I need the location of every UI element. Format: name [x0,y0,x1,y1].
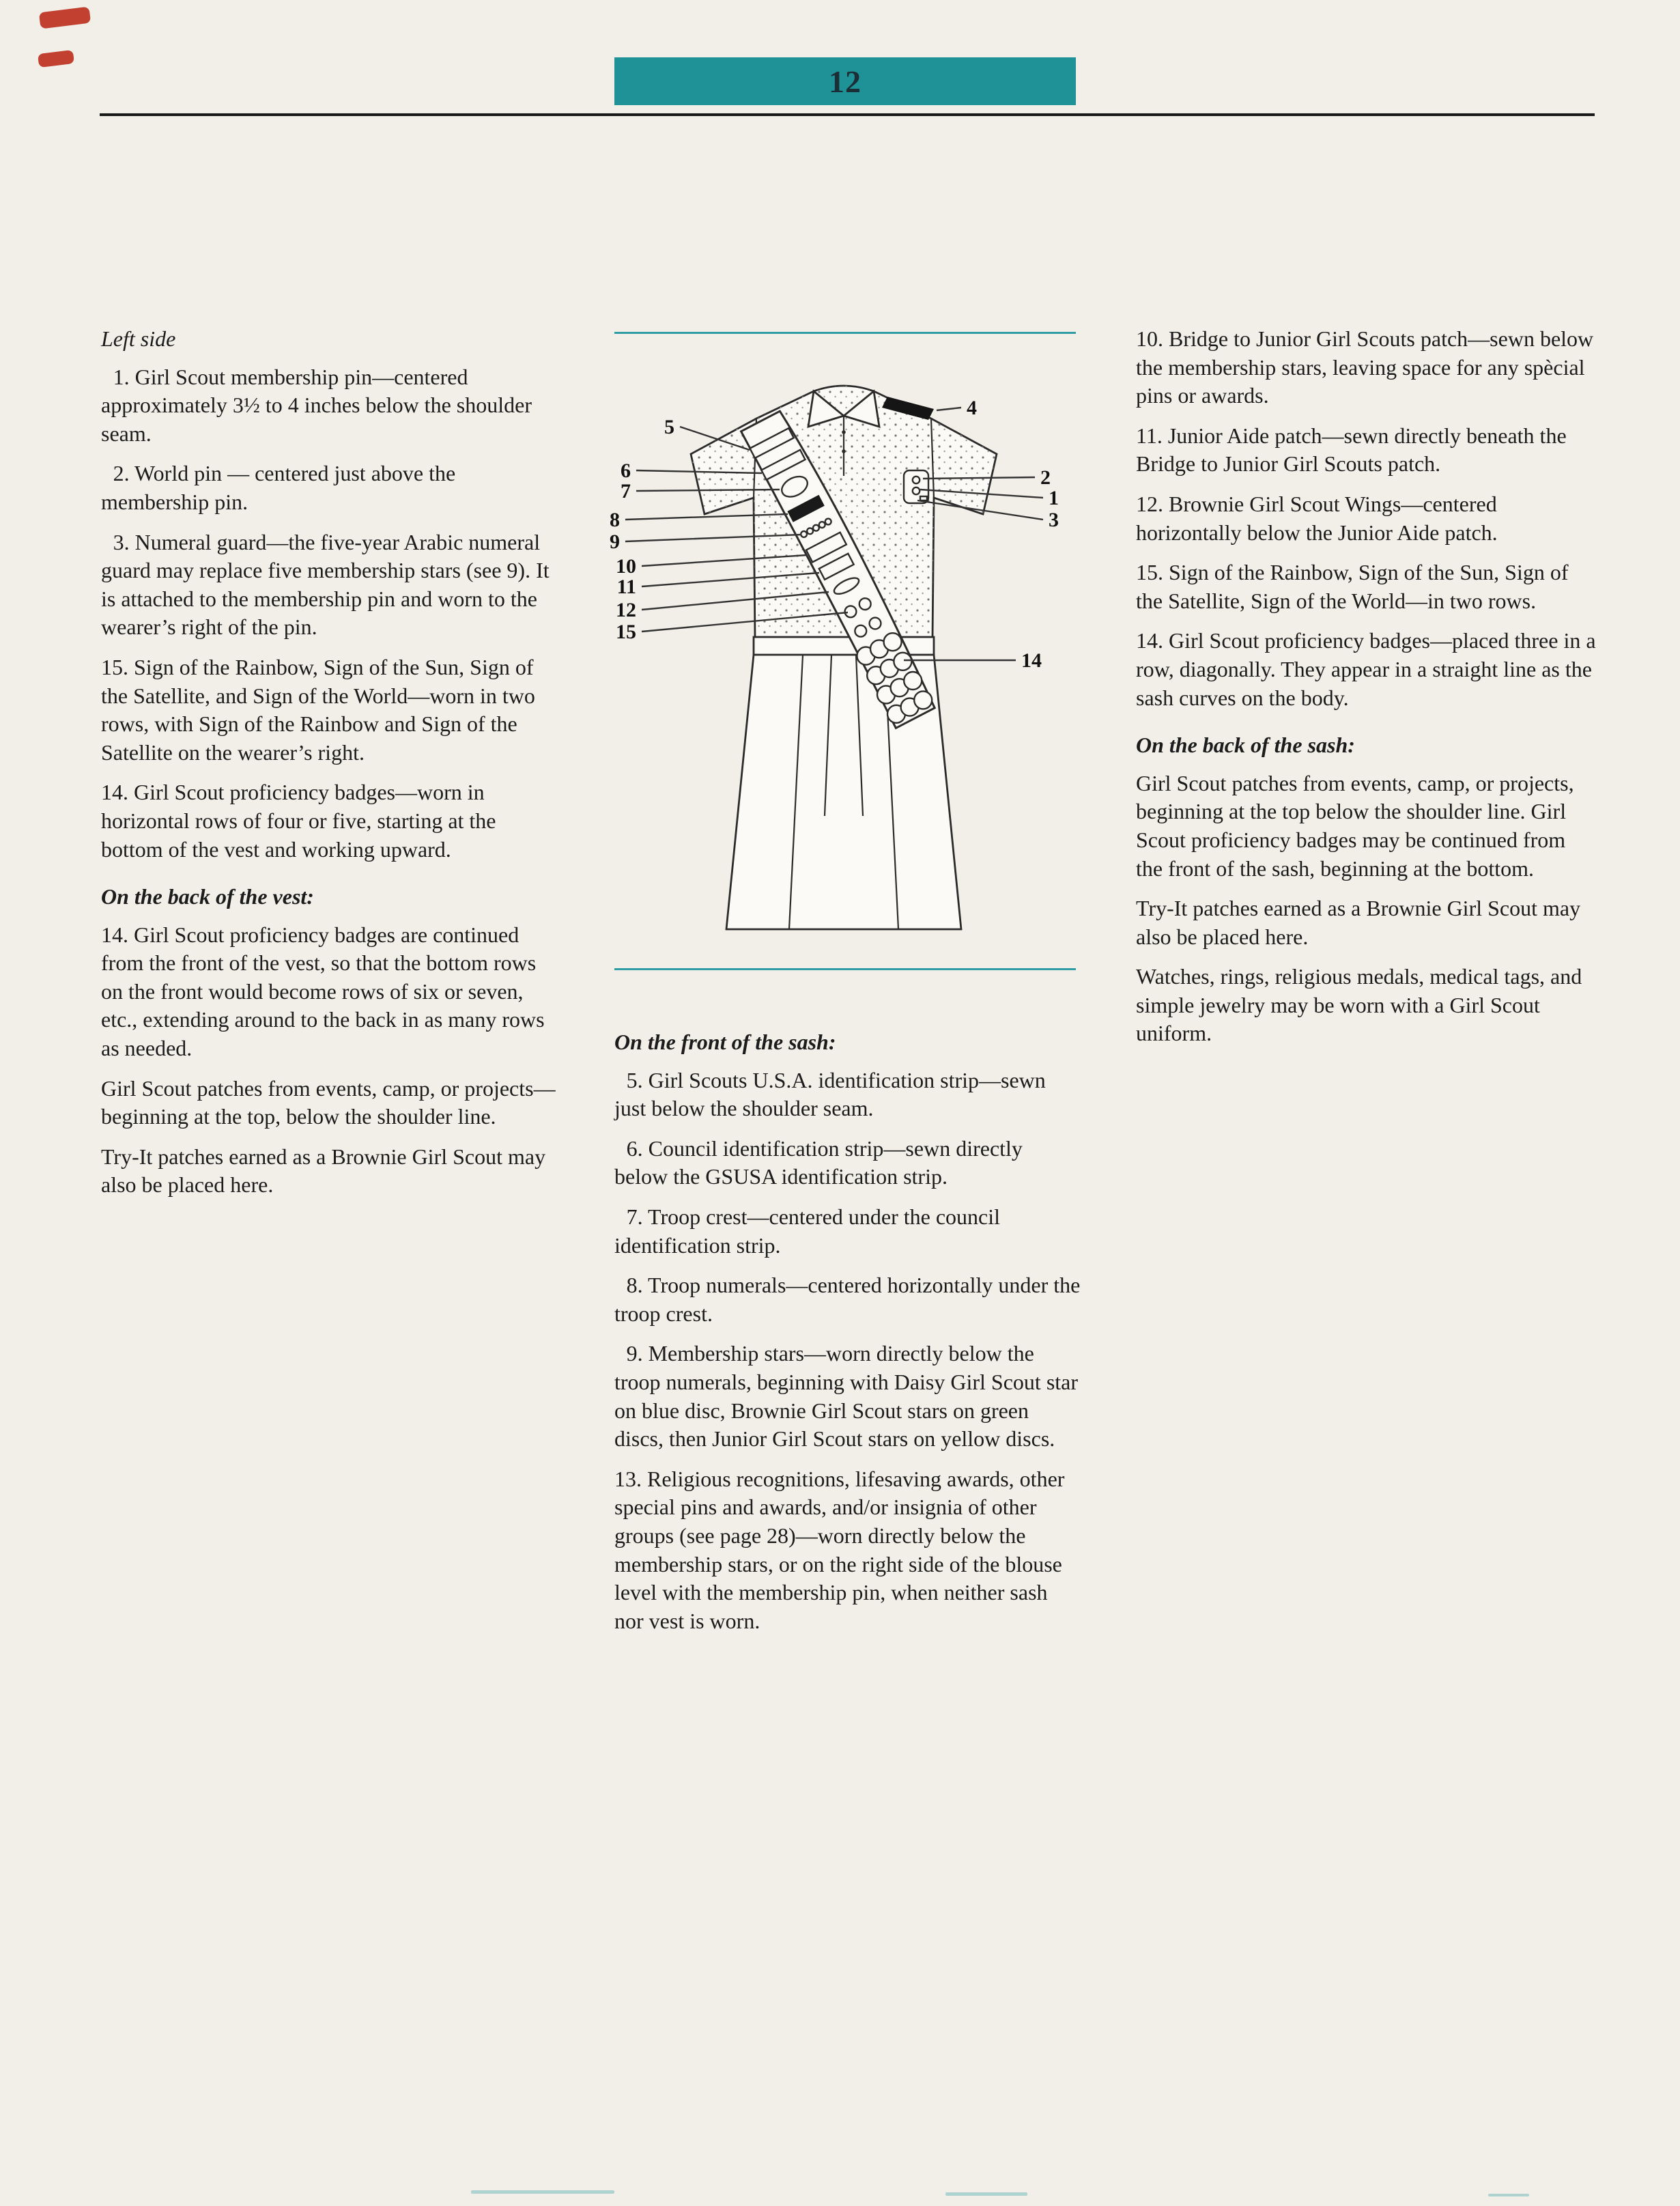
sash-back-tryit-note: Try-It patches earned as a Brownie Girl Scout may also be placed here. [1136,896,1581,949]
back-of-vest-heading: On the back of the vest: [101,884,314,909]
page-number: 12 [829,63,862,99]
vest-back-tryit-note: Try-It patches earned as a Brownie Girl Scout may also be placed here. [101,1144,546,1198]
sash-item-12: 12. Brownie Girl Scout Wings—centered horizontally below the Junior Aide patch. [1136,491,1498,545]
page-number-banner [614,57,1076,105]
header-rule [100,113,1595,116]
left-column [101,325,563,1211]
sash-item-10: 10. Bridge to Junior Girl Scouts patch—sewn below the membership stars, leaving space for any spècial pins or awards. [1136,326,1594,408]
middle-column [614,1028,1081,1647]
sash-item-14: 14. Girl Scout proficiency badges—placed three in a row, diagonally. They appear in a straight line as the sash curves on the body. [1136,628,1596,710]
teal-scan-mark [945,2192,1027,2196]
back-of-sash-heading: On the back of the sash: [1136,733,1355,758]
left-item-1: 1. Girl Scout membership pin—centered approximately 3½ to 4 inches below the shoulder seam. [101,364,532,446]
callout-label-10: 10 [616,555,636,578]
sash-item-8: 8. Troop numerals—centered horizontally under the troop crest. [614,1273,1081,1326]
sash-item-6: 6. Council identification strip—sewn directly below the GSUSA identification strip. [614,1135,1023,1189]
callout-label-2: 2 [1040,466,1051,489]
left-item-14: 14. Girl Scout proficiency badges—worn in horizontal rows of four or five, starting at the bottom of the vest and working upward. [101,780,496,862]
callout-label-9: 9 [610,531,620,553]
callout-label-1: 1 [1049,487,1059,509]
figure-top-rule [614,332,1076,334]
front-of-sash-heading: On the front of the sash: [614,1030,836,1054]
vest-back-item-14: 14. Girl Scout proficiency badges are continued from the front of the vest, so that the bottom rows on the front would become rows of six or seven, etc., extending around to the back in as many rows as needed. [101,922,545,1061]
uniform-sash-diagram [609,345,1080,962]
red-pen-mark [38,50,74,68]
left-column-heading: Left side [101,326,176,351]
left-item-15: 15. Sign of the Rainbow, Sign of the Sun, Sign of the Satellite, and Sign of the World—worn in two rows, with Sign of the Rainbow and Sign of the Satellite on the wearer’s right. [101,654,535,765]
callout-label-12: 12 [616,599,636,621]
teal-scan-mark [471,2190,614,2194]
callout-label-6: 6 [621,459,631,482]
sash-item-11: 11. Junior Aide patch—sewn directly beneath the Bridge to Junior Girl Scouts patch. [1136,423,1567,477]
chest-pin-patch [904,470,928,503]
right-column [1136,325,1597,1060]
teal-scan-mark [1488,2194,1529,2196]
callout-label-11: 11 [616,576,636,598]
sash-item-9: 9. Membership stars—worn directly below the troop numerals, beginning with Daisy Girl Scout star on blue disc, Brownie Girl Scout stars on green discs, then Junior Girl Scout stars on yellow discs. [614,1341,1079,1452]
callout-label-5: 5 [664,416,674,438]
red-pen-mark [39,7,91,29]
callout-label-3: 3 [1049,509,1059,531]
callout-label-7: 7 [621,480,631,503]
sash-item-7: 7. Troop crest—centered under the council identification strip. [614,1204,1000,1258]
sash-item-15: 15. Sign of the Rainbow, Sign of the Sun, Sign of the Satellite, Sign of the World—in two rows. [1136,560,1569,613]
left-item-2: 2. World pin — centered just above the membership pin. [101,461,456,514]
callout-label-15: 15 [616,621,636,643]
jewelry-note: Watches, rings, religious medals, medical tags, and simple jewelry may be worn with a Girl Scout uniform. [1136,964,1582,1046]
sash-item-13: 13. Religious recognitions, lifesaving awards, other special pins and awards, and/or insignia of other groups (see page 28)—worn directly below the membership stars, or on the right side of the blouse level with the membership pin, when neither sash nor vest is worn. [614,1466,1065,1633]
callout-label-14: 14 [1021,649,1042,672]
figure-bottom-rule [614,968,1076,970]
sash-back-patches-note: Girl Scout patches from events, camp, or projects, beginning at the top below the shoulder line. Girl Scout proficiency badges may be continued from the front of the sash, beginning at the bottom. [1136,770,1574,881]
figure [609,345,1080,962]
sash-item-5: 5. Girl Scouts U.S.A. identification strip—sewn just below the shoulder seam. [614,1067,1046,1121]
callout-label-4: 4 [967,397,977,419]
left-item-3: 3. Numeral guard—the five-year Arabic numeral guard may replace five membership stars (see 9). It is attached to the membership pin and worn to the wearer’s right of the pin. [101,529,550,640]
callout-label-8: 8 [610,509,620,531]
vest-back-patches-note: Girl Scout patches from events, camp, or projects—beginning at the top, below the shoulder line. [101,1075,556,1129]
